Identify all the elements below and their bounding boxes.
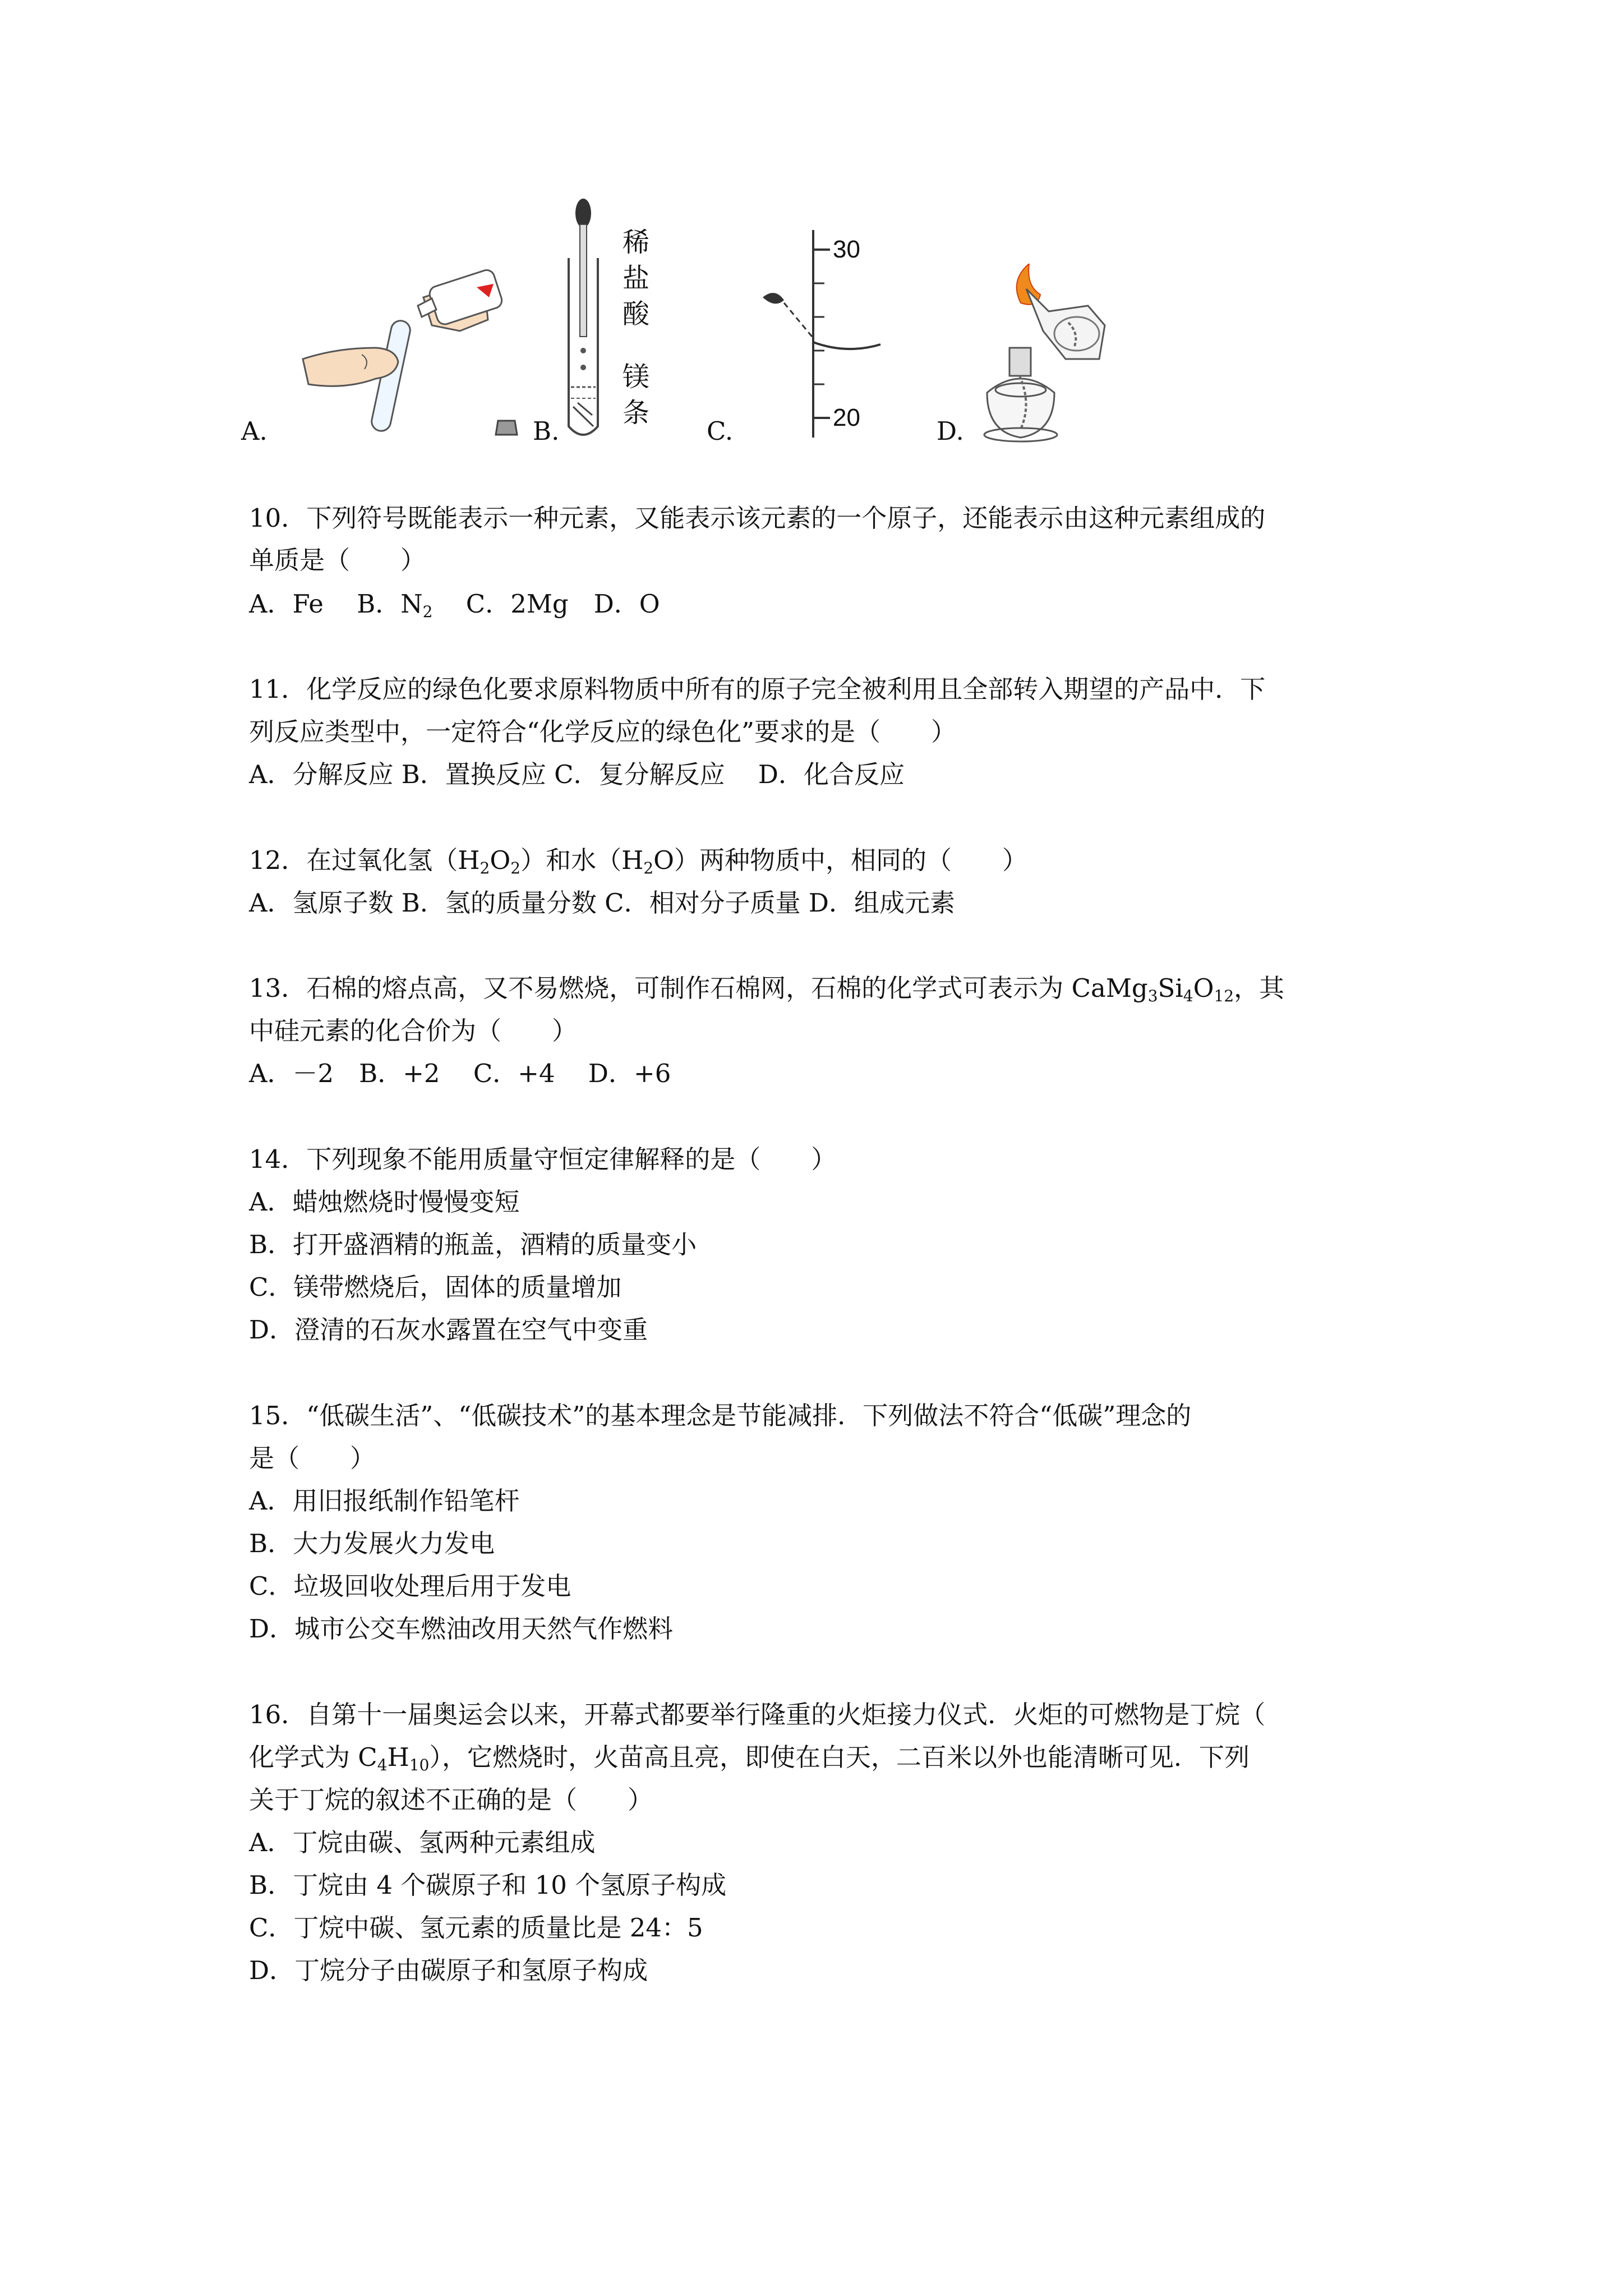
q13-stem-line-1: 13．石棉的熔点高，又不易燃烧，可制作石棉网，石棉的化学式可表示为 $CaMg_3Si_4O_{12}$，其 (249, 973, 1285, 1005)
q13-options: A．－2 B．+2 C．+4 D．+6 (249, 1059, 671, 1088)
q16-option-d: D．丁烷分子由碳原子和氢原子构成 (249, 1955, 648, 1985)
q15-option-b: B．大力发展火力发电 (249, 1529, 495, 1558)
option-c-label: C. (707, 416, 734, 446)
q16-option-a: A．丁烷由碳、氢两种元素组成 (249, 1828, 596, 1857)
scale-bottom-label: 20 (833, 404, 860, 431)
q11-options: A．分解反应 B．置换反应 C．复分解反应 D．化合反应 (249, 760, 905, 789)
q12-options: A．氢原子数 B．氢的质量分数 C．相对分子质量 D．组成元素 (249, 888, 955, 918)
q15-option-d: D．城市公交车燃油改用天然气作燃料 (249, 1614, 674, 1644)
q14-option-a: A．蜡烛燃烧时慢慢变短 (249, 1187, 520, 1217)
q11-stem-line-1: 11．化学反应的绿色化要求原料物质中所有的原子完全被利用且全部转入期望的产品中．下 (249, 674, 1266, 704)
option-a-label: A. (241, 416, 268, 446)
q14-option-d: D．澄清的石灰水露置在空气中变重 (249, 1315, 648, 1345)
q13-stem-line-2: 中硅元素的化合价为（ ） (249, 1016, 578, 1046)
q15-stem-line-1: 15．“低碳生活”、“低碳技术”的基本理念是节能减排．下列做法不符合“低碳”理念的 (249, 1401, 1192, 1430)
q10-stem-line-2: 单质是（ ） (249, 545, 426, 575)
q16-stem-line-2: 化学式为 $C_4H_{10}$），它燃烧时，火苗高且亮，即使在白天，二百米以外也能清晰可见．下列 (249, 1742, 1249, 1774)
option-b-label: B. (533, 416, 560, 446)
q15-stem-line-2: 是（ ） (249, 1443, 376, 1473)
q14-stem: 14．下列现象不能用质量守恒定律解释的是（ ） (249, 1144, 837, 1174)
q14-option-b: B．打开盛酒精的瓶盖，酒精的质量变小 (249, 1230, 697, 1259)
q15-option-c: C．垃圾回收处理后用于发电 (249, 1571, 571, 1601)
q16-option-b: B．丁烷由 4 个碳原子和 10 个氢原子构成 (249, 1870, 727, 1900)
q10-options: A．Fe B．$N_2$ C．2Mg D．O (249, 589, 660, 621)
q10-stem-line-1: 10．下列符号既能表示一种元素，又能表示该元素的一个原子，还能表示由这种元素组成的 (249, 503, 1266, 533)
alcohol-lamp-illustration (970, 264, 1155, 449)
dropper-test-tube-illustration (561, 191, 606, 449)
scale-top-label: 30 (833, 236, 860, 263)
figure-row (241, 191, 1419, 454)
q14-option-c: C．镁带燃烧后，固体的质量增加 (249, 1272, 622, 1302)
q16-option-c: C．丁烷中碳、氢元素的质量比是 24：5 (249, 1913, 703, 1943)
q12-stem: 12．在过氧化氢$(H_2O_2)$和水$(H_2O)$两种物质中，相同的（ ） (249, 845, 1028, 877)
q15-option-a: A．用旧报纸制作铅笔杆 (249, 1486, 520, 1516)
q16-stem-line-3: 关于丁烷的叙述不正确的是（ ） (249, 1785, 653, 1815)
magnesium-label: 镁 条 (623, 361, 650, 429)
option-d-label: D. (937, 416, 964, 446)
q11-stem-line-2: 列反应类型中，一定符合“化学反应的绿色化”要求的是（ ） (249, 717, 957, 747)
graduated-cylinder-illustration (746, 224, 892, 443)
acid-label: 稀 盐 酸 (623, 227, 650, 330)
q16-stem-line-1: 16．自第十一届奥运会以来，开幕式都要举行隆重的火炬接力仪式．火炬的可燃物是丁烷（ (249, 1700, 1266, 1729)
pouring-liquid-illustration (292, 264, 538, 449)
